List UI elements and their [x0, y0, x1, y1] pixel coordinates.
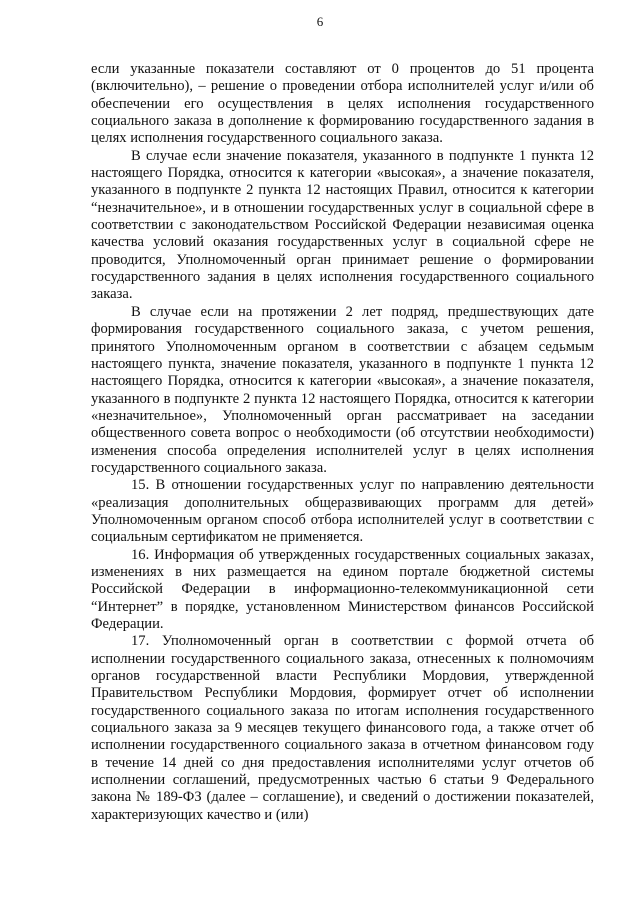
paragraph-item-17: 17. Уполномоченный орган в соответствии с формой отчета об исполнении государственного социального заказа, отнесенных к полномочиям органов государственной власти Республики Мордовия, утвержденной Правительством Республики Мордовия, формирует отчет об исполнении государственного социального заказа по итогам исполнения государственного социального заказа за 9 месяцев текущего финансового года, а также отчет об исполнении государственного социального заказа в отчетном финансовом году в течение 14 дней со дня предоставления исполнителями услуг отчетов об исполнении соглашений, предусмотренных частью 6 статьи 9 Федерального закона № 189-ФЗ (далее – соглашение), и сведений о достижении показателей, характеризующих качество и (или) [91, 633, 594, 823]
paragraph-item-16: 16. Информация об утвержденных государственных социальных заказах, изменениях в них размещается на едином портале бюджетной системы Российской Федерации в информационно-телекоммуникационной сети “Интернет” в порядке, установленном Министерством финансов Российской Федерации. [91, 546, 594, 632]
page-number: 6 [316, 14, 324, 29]
document-body [91, 61, 594, 824]
paragraph-two-years-review: В случае если на протяжении 2 лет подряд, предшествующих дате формирования государственного социального заказа, с учетом решения, принятого Уполномоченным органом в соответствии с абзацем седьмым настоящего пункта, значение показателя, указанного в подпункте 1 пункта 12 настоящего Порядка, относится к категории «высокая», а значение показателя, указанного в подпункте 2 пункта 12 настоящего Порядка, относится к категории «незначительное», Уполномоченный орган рассматривает на заседании общественного совета вопрос о необходимости (об отсутствии необходимости) изменения способа определения исполнителей услуг в целях исполнения государственного социального заказа. [91, 303, 594, 476]
paragraph-item-15: 15. В отношении государственных услуг по направлению деятельности «реализация дополнительных общеразвивающих программ для детей» Уполномоченным органом способ отбора исполнителей услуг в соответствии с социальным сертификатом не применяется. [91, 477, 594, 546]
paragraph-continuation: если указанные показатели составляют от 0 процентов до 51 процента (включительно), – решение о проведении отбора исполнителей услуг и/или об обеспечении его осуществления в целях исполнения государственного социального заказа в дополнение к формированию государственного задания в целях исполнения государственного социального заказа. [91, 61, 594, 147]
paragraph-high-category-decision: В случае если значение показателя, указанного в подпункте 1 пункта 12 настоящего Порядка, относится к категории «высокая», а значение показателя, указанного в подпункте 2 пункта 12 настоящих Правил, относится к категории “незначительное», и в отношении государственных услуг в социальной сфере в соответствии с законодательством Российской Федерации независимая оценка качества условий оказания государственных услуг в социальной сфере не проводится, Уполномоченный орган принимает решение о формировании государственного задания в целях исполнения государственного социального заказа. [91, 147, 594, 303]
